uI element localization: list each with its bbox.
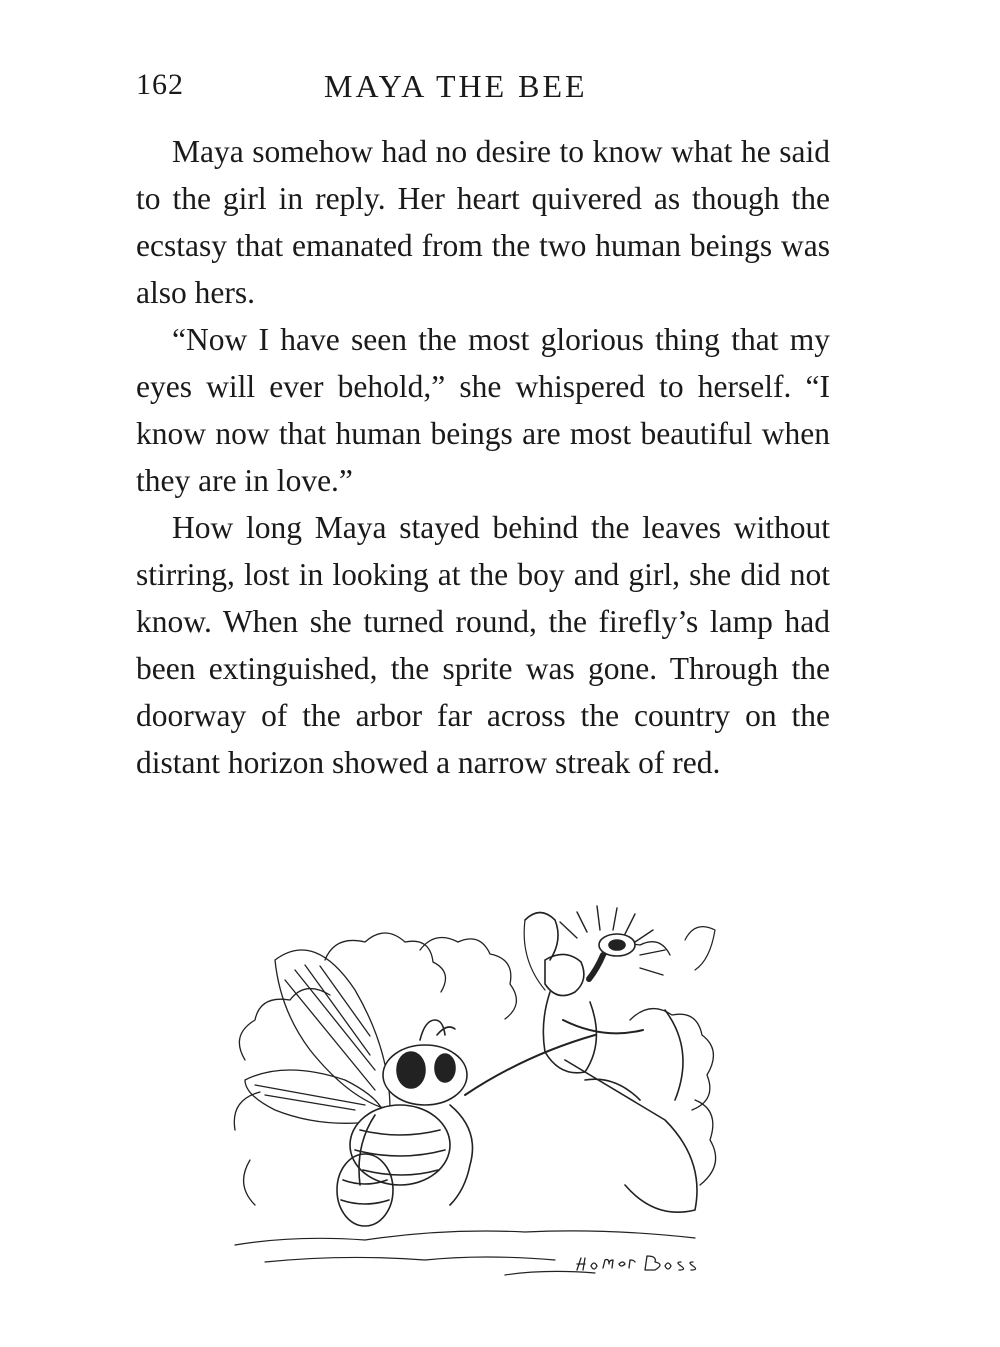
firefly-lamp — [589, 934, 635, 979]
bee-and-sprite-illustration — [225, 900, 770, 1300]
page-number: 162 — [136, 68, 184, 101]
foliage — [234, 933, 715, 1205]
paragraph: “Now I have seen the most glorious thing that my eyes will ever behold,” she whispered to herself. “I know now that human beings are most beautiful when they are in love.” — [136, 322, 830, 498]
sprite-figure — [525, 913, 697, 1213]
running-title: MAYA THE BEE — [324, 68, 588, 104]
bee-wings — [245, 950, 390, 1123]
paragraph: Maya somehow had no desire to know what he said to the girl in reply. Her heart quivered as though the ecstasy that emanated from the two human beings was also hers. — [136, 134, 830, 310]
page-header — [136, 68, 830, 112]
artist-signature — [577, 1256, 696, 1270]
paragraph: How long Maya stayed behind the leaves without stirring, lost in looking at the boy and girl, she did not know. When she turned round, the firefly’s lamp had been extinguished, the sprite was gone. Through the doorway of the arbor far across the country on the distant horizon showed a narrow streak of red. — [136, 510, 830, 780]
ground — [235, 1231, 695, 1275]
body-text — [136, 128, 830, 786]
bee-body — [337, 1020, 595, 1226]
